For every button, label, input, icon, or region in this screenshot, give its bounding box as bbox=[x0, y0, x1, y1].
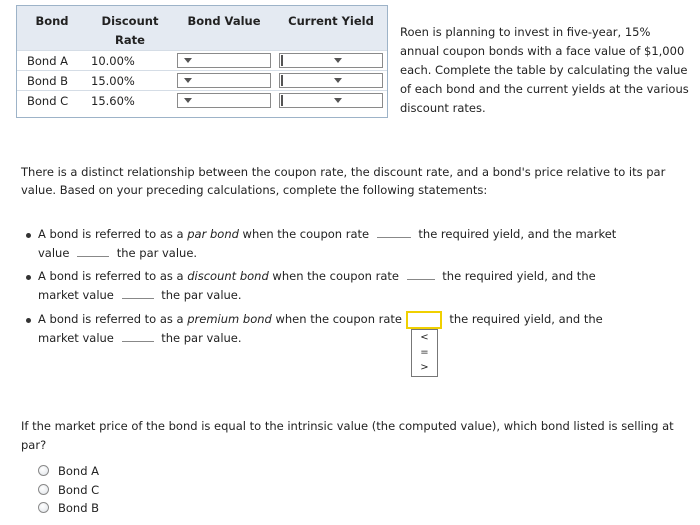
statement-text: when the coupon rate bbox=[238, 227, 370, 241]
radio-label: Bond C bbox=[58, 483, 100, 497]
statement-text: the par value. bbox=[116, 246, 198, 260]
discount-rate-cell: 10.00% bbox=[87, 51, 173, 71]
statement-par-bond bbox=[38, 225, 678, 263]
par-coupon-blank[interactable] bbox=[377, 225, 411, 238]
header-bond: Bond bbox=[17, 6, 87, 51]
bond-name-cell: Bond A bbox=[17, 51, 87, 71]
chevron-down-icon bbox=[184, 98, 192, 103]
header-discount-rate: Discount Rate bbox=[87, 6, 173, 51]
statement-text: A bond is referred to as a bbox=[38, 227, 188, 241]
premium-market-blank[interactable] bbox=[122, 329, 154, 342]
statement-term: premium bond bbox=[187, 312, 272, 326]
chevron-down-icon bbox=[334, 58, 342, 63]
statement-text: the required yield, and the bbox=[449, 312, 603, 326]
option-less-than[interactable]: < bbox=[420, 332, 429, 343]
statement-text: the required yield, and the bbox=[442, 269, 596, 283]
header-current-yield: Current Yield bbox=[275, 6, 387, 51]
bullet-icon bbox=[26, 318, 31, 323]
relationship-paragraph: There is a distinct relationship between the coupon rate, the discount rate, and a bond's price relative to its par value. Based on your preceding calculations, complete the following statements: bbox=[21, 165, 666, 197]
radio-button[interactable] bbox=[38, 484, 49, 495]
radio-button[interactable] bbox=[38, 502, 49, 513]
cursor-tick-icon bbox=[281, 95, 283, 106]
question-text: If the market price of the bond is equal to the intrinsic value (the computed value), which bond listed is selling at par? bbox=[21, 419, 674, 452]
statement-term: discount bond bbox=[187, 269, 269, 283]
bond-table bbox=[17, 6, 387, 110]
statement-discount-bond bbox=[38, 267, 678, 305]
statement-text: A bond is referred to as a bbox=[38, 312, 188, 326]
par-question bbox=[21, 417, 681, 455]
radio-label: Bond B bbox=[58, 501, 100, 515]
radio-label: Bond A bbox=[58, 464, 100, 478]
statement-text: market value bbox=[38, 288, 114, 302]
discount-coupon-blank[interactable] bbox=[407, 267, 435, 280]
option-equal[interactable]: = bbox=[420, 347, 429, 358]
bond-b-current-yield-dropdown[interactable] bbox=[279, 73, 383, 88]
bullet-icon bbox=[26, 275, 31, 280]
cursor-tick-icon bbox=[281, 75, 283, 86]
table-row bbox=[17, 91, 387, 111]
statement-premium-bond bbox=[38, 310, 678, 348]
discount-market-blank[interactable] bbox=[122, 286, 154, 299]
bullet-icon bbox=[26, 233, 31, 238]
statement-text: when the coupon rate bbox=[268, 269, 399, 283]
discount-rate-cell: 15.60% bbox=[87, 91, 173, 111]
table-row bbox=[17, 51, 387, 71]
statement-text: when the coupon rate bbox=[271, 312, 403, 326]
statement-text: the par value. bbox=[161, 288, 242, 302]
par-market-blank[interactable] bbox=[77, 244, 109, 257]
comparison-options-list bbox=[411, 329, 438, 377]
bond-a-current-yield-dropdown[interactable] bbox=[279, 53, 383, 68]
header-bond-value: Bond Value bbox=[173, 6, 275, 51]
statement-term: par bond bbox=[187, 227, 239, 241]
bond-b-value-dropdown[interactable] bbox=[177, 73, 271, 88]
premium-coupon-dropdown[interactable] bbox=[406, 311, 442, 329]
table-row bbox=[17, 71, 387, 91]
statement-text: value bbox=[38, 246, 70, 260]
bond-table-container bbox=[16, 5, 388, 118]
cursor-tick-icon bbox=[281, 55, 283, 66]
chevron-down-icon bbox=[184, 78, 192, 83]
bond-name-cell: Bond C bbox=[17, 91, 87, 111]
bond-a-value-dropdown[interactable] bbox=[177, 53, 271, 68]
statement-text: the par value. bbox=[161, 331, 242, 345]
discount-rate-cell: 15.00% bbox=[87, 71, 173, 91]
radio-button[interactable] bbox=[38, 465, 49, 476]
statement-text: market value bbox=[38, 331, 114, 345]
chevron-down-icon bbox=[334, 98, 342, 103]
statement-text: A bond is referred to as a bbox=[38, 269, 188, 283]
table-header-row bbox=[17, 6, 387, 51]
chevron-down-icon bbox=[334, 78, 342, 83]
bond-c-value-dropdown[interactable] bbox=[177, 93, 271, 108]
option-greater-than[interactable]: > bbox=[420, 362, 429, 373]
statement-text: the required yield, and the market bbox=[418, 227, 617, 241]
bond-name-cell: Bond B bbox=[17, 71, 87, 91]
chevron-down-icon bbox=[184, 58, 192, 63]
bond-c-current-yield-dropdown[interactable] bbox=[279, 93, 383, 108]
intro-paragraph: Roen is planning to invest in five-year, 15% annual coupon bonds with a face value of $1,000 each. Complete the table by calculating the value of each bond and the current yields at the various discount rates. bbox=[400, 25, 689, 115]
